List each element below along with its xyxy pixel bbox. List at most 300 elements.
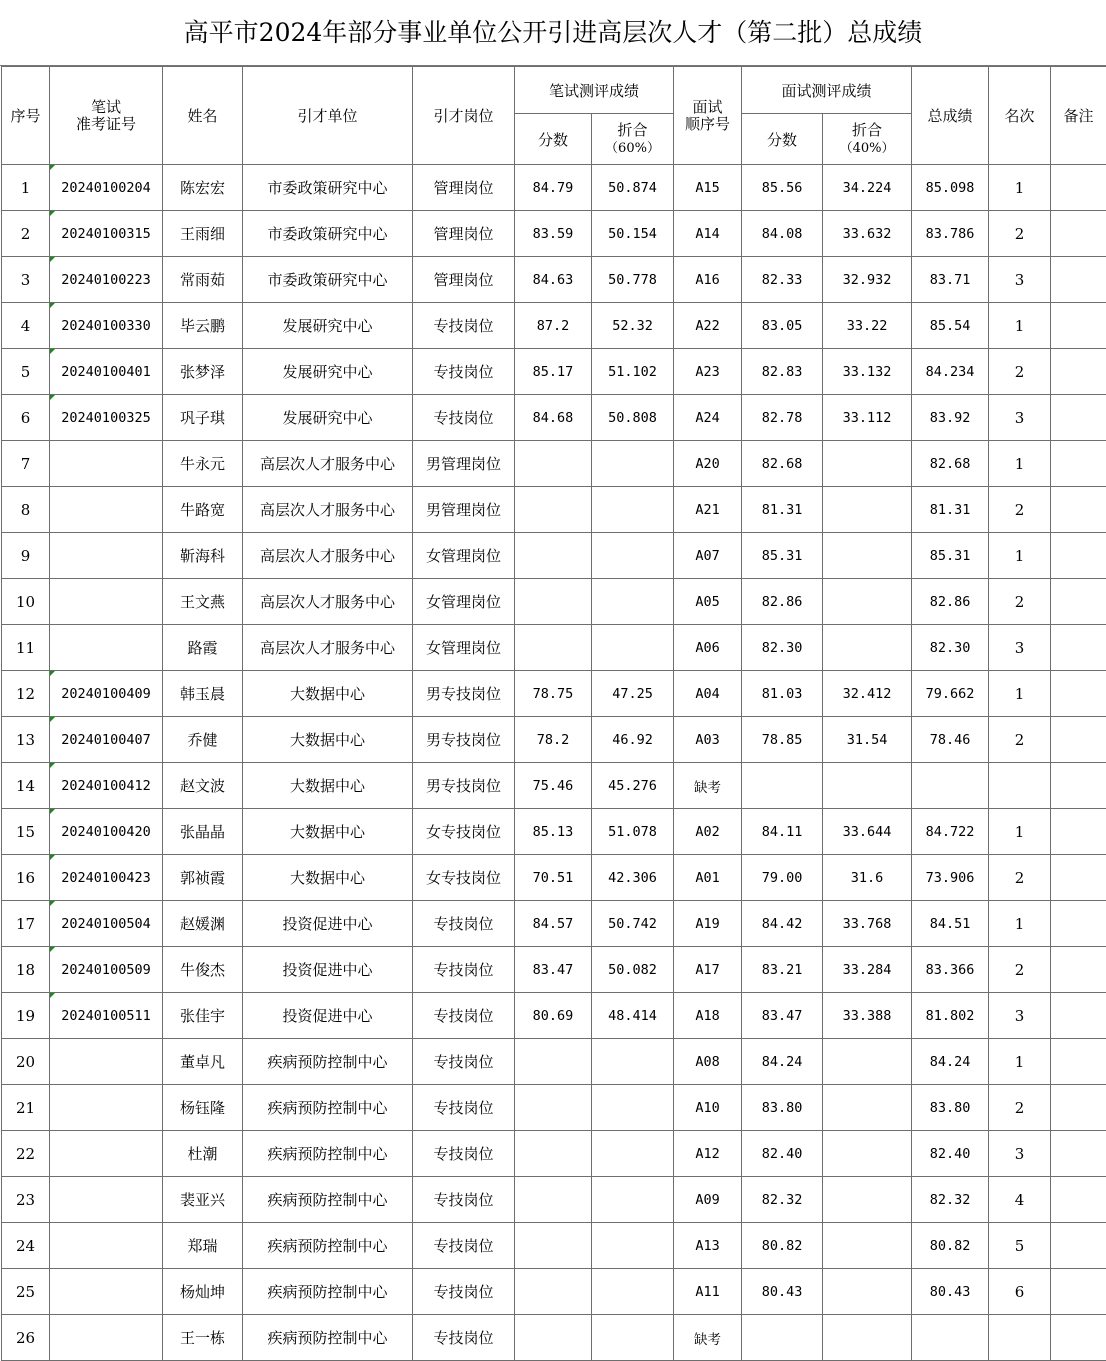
cell-written-conv <box>592 947 674 993</box>
cell-rank-text: 3 <box>1015 271 1025 289</box>
cell-interview-conv <box>823 809 912 855</box>
cell-name <box>163 395 243 441</box>
cell-unit <box>243 1315 413 1361</box>
cell-unit-text: 高层次人才服务中心 <box>260 501 395 519</box>
cell-unit-text: 疾病预防控制中心 <box>267 1099 387 1117</box>
cell-seq-text: 1 <box>21 179 31 197</box>
cell-total <box>912 211 989 257</box>
cell-seq <box>2 993 50 1039</box>
text-number-indicator-icon <box>50 303 55 308</box>
cell-total-text: 85.31 <box>930 548 971 564</box>
cell-written-conv-text: 42.306 <box>608 870 657 886</box>
cell-interview-score <box>742 211 823 257</box>
cell-exam-id <box>50 717 163 763</box>
cell-written-score-text: 83.47 <box>533 962 574 978</box>
header-written-score: 分数 <box>515 114 592 165</box>
cell-position <box>413 165 515 211</box>
table-row <box>2 901 1106 947</box>
header-interview-order <box>674 67 742 165</box>
cell-name-text: 裴亚兴 <box>180 1191 225 1209</box>
cell-name-text: 杜潮 <box>187 1145 217 1163</box>
cell-interview-score <box>742 1177 823 1223</box>
cell-rank <box>989 947 1051 993</box>
cell-name <box>163 533 243 579</box>
cell-written-score-text: 75.46 <box>533 778 574 794</box>
cell-position <box>413 1177 515 1223</box>
cell-note <box>1051 533 1106 579</box>
cell-note <box>1051 1131 1106 1177</box>
cell-exam-id <box>50 487 163 533</box>
table-row <box>2 257 1106 303</box>
cell-position <box>413 993 515 1039</box>
cell-position-text: 专技岗位 <box>433 363 493 381</box>
cell-note <box>1051 1039 1106 1085</box>
cell-interview-order <box>674 809 742 855</box>
cell-written-conv-text: 47.25 <box>612 686 653 702</box>
cell-interview-conv <box>823 855 912 901</box>
cell-written-score <box>515 1223 592 1269</box>
cell-written-score <box>515 947 592 993</box>
cell-exam-id-text: 20240100407 <box>61 732 150 748</box>
cell-seq <box>2 349 50 395</box>
cell-rank <box>989 165 1051 211</box>
table-row <box>2 993 1106 1039</box>
cell-written-conv <box>592 625 674 671</box>
cell-written-conv-text: 50.082 <box>608 962 657 978</box>
cell-rank-text: 1 <box>1015 685 1025 703</box>
cell-interview-score <box>742 579 823 625</box>
cell-seq-text: 23 <box>16 1191 35 1209</box>
cell-seq-text: 26 <box>16 1329 35 1347</box>
cell-unit-text: 疾病预防控制中心 <box>267 1329 387 1347</box>
cell-unit-text: 大数据中心 <box>290 823 365 841</box>
cell-exam-id-text: 20240100420 <box>61 824 150 840</box>
cell-written-score <box>515 1315 592 1361</box>
cell-rank <box>989 441 1051 487</box>
header-unit: 引才单位 <box>243 67 413 165</box>
cell-position-text: 专技岗位 <box>433 1237 493 1255</box>
cell-unit <box>243 165 413 211</box>
cell-written-conv <box>592 1131 674 1177</box>
cell-seq-text: 24 <box>16 1237 35 1255</box>
cell-seq-text: 13 <box>16 731 35 749</box>
cell-written-conv <box>592 211 674 257</box>
cell-position <box>413 1269 515 1315</box>
cell-exam-id <box>50 165 163 211</box>
cell-rank-text: 3 <box>1015 1007 1025 1025</box>
cell-seq <box>2 303 50 349</box>
cell-interview-score <box>742 717 823 763</box>
cell-position-text: 女专技岗位 <box>426 823 501 841</box>
table-body <box>2 165 1106 1361</box>
table-row <box>2 1315 1106 1361</box>
cell-name <box>163 487 243 533</box>
cell-interview-score-text: 79.00 <box>762 870 803 886</box>
cell-interview-score-text: 82.83 <box>762 364 803 380</box>
cell-rank <box>989 1131 1051 1177</box>
cell-seq <box>2 1223 50 1269</box>
cell-unit-text: 疾病预防控制中心 <box>267 1053 387 1071</box>
cell-name-text: 韩玉晨 <box>180 685 225 703</box>
cell-name <box>163 625 243 671</box>
cell-total <box>912 349 989 395</box>
cell-seq <box>2 579 50 625</box>
cell-written-score <box>515 165 592 211</box>
cell-interview-score <box>742 1085 823 1131</box>
cell-total <box>912 395 989 441</box>
table-row <box>2 671 1106 717</box>
cell-name <box>163 349 243 395</box>
cell-interview-order-text: A13 <box>695 1238 719 1254</box>
cell-name-text: 赵文波 <box>180 777 225 795</box>
cell-interview-order <box>674 1269 742 1315</box>
cell-name-text: 巩子琪 <box>180 409 225 427</box>
cell-interview-score <box>742 349 823 395</box>
cell-name <box>163 855 243 901</box>
cell-name-text: 常雨茹 <box>180 271 225 289</box>
cell-position <box>413 1085 515 1131</box>
cell-unit-text: 发展研究中心 <box>282 409 372 427</box>
cell-rank <box>989 625 1051 671</box>
cell-interview-conv <box>823 441 912 487</box>
cell-position <box>413 349 515 395</box>
cell-position-text: 专技岗位 <box>433 1099 493 1117</box>
cell-total-text: 80.43 <box>930 1284 971 1300</box>
cell-note <box>1051 579 1106 625</box>
cell-position-text: 女管理岗位 <box>426 593 501 611</box>
cell-interview-conv <box>823 257 912 303</box>
table-row <box>2 1223 1106 1269</box>
cell-interview-score-text: 82.40 <box>762 1146 803 1162</box>
cell-position-text: 专技岗位 <box>433 961 493 979</box>
cell-written-conv-text: 51.078 <box>608 824 657 840</box>
cell-seq <box>2 763 50 809</box>
cell-position-text: 专技岗位 <box>433 1007 493 1025</box>
header-exam-id-line1: 笔试 <box>91 98 121 116</box>
cell-written-conv-text: 50.742 <box>608 916 657 932</box>
cell-position <box>413 1223 515 1269</box>
cell-interview-score <box>742 1131 823 1177</box>
cell-seq <box>2 165 50 211</box>
cell-written-score <box>515 717 592 763</box>
cell-interview-order-text: A02 <box>695 824 719 840</box>
cell-unit <box>243 349 413 395</box>
cell-name <box>163 947 243 993</box>
cell-seq-text: 3 <box>21 271 31 289</box>
cell-rank <box>989 579 1051 625</box>
table-row <box>2 809 1106 855</box>
cell-note <box>1051 487 1106 533</box>
cell-unit <box>243 1269 413 1315</box>
cell-interview-score <box>742 855 823 901</box>
cell-position <box>413 257 515 303</box>
cell-interview-order <box>674 487 742 533</box>
cell-written-conv <box>592 1315 674 1361</box>
cell-seq <box>2 533 50 579</box>
cell-exam-id <box>50 1039 163 1085</box>
cell-seq-text: 21 <box>16 1099 35 1117</box>
cell-note <box>1051 1085 1106 1131</box>
cell-written-conv <box>592 533 674 579</box>
cell-unit-text: 疾病预防控制中心 <box>267 1283 387 1301</box>
cell-rank <box>989 809 1051 855</box>
cell-name <box>163 579 243 625</box>
cell-total <box>912 533 989 579</box>
text-number-indicator-icon <box>50 349 55 354</box>
cell-total <box>912 579 989 625</box>
cell-interview-order-text: A22 <box>695 318 719 334</box>
cell-written-score <box>515 579 592 625</box>
cell-total <box>912 1131 989 1177</box>
cell-interview-score-text: 82.32 <box>762 1192 803 1208</box>
cell-written-score-text: 85.17 <box>533 364 574 380</box>
cell-total-text: 81.802 <box>926 1008 975 1024</box>
text-number-indicator-icon <box>50 165 55 170</box>
cell-position-text: 男专技岗位 <box>426 777 501 795</box>
cell-total <box>912 947 989 993</box>
cell-interview-order <box>674 257 742 303</box>
cell-position-text: 男管理岗位 <box>426 455 501 473</box>
cell-position <box>413 855 515 901</box>
cell-seq <box>2 1269 50 1315</box>
cell-position <box>413 579 515 625</box>
cell-interview-conv <box>823 533 912 579</box>
cell-interview-conv <box>823 671 912 717</box>
cell-interview-score-text: 80.43 <box>762 1284 803 1300</box>
cell-unit <box>243 1039 413 1085</box>
cell-interview-conv-text: 33.388 <box>843 1008 892 1024</box>
cell-total-text: 73.906 <box>926 870 975 886</box>
cell-position <box>413 717 515 763</box>
cell-unit <box>243 395 413 441</box>
cell-exam-id <box>50 763 163 809</box>
cell-interview-order-text: A11 <box>695 1284 719 1300</box>
cell-unit <box>243 855 413 901</box>
cell-seq <box>2 717 50 763</box>
cell-seq <box>2 441 50 487</box>
cell-unit-text: 高层次人才服务中心 <box>260 455 395 473</box>
cell-interview-score <box>742 1315 823 1361</box>
header-written-conv-line2: （60%） <box>605 141 660 156</box>
cell-unit-text: 投资促进中心 <box>282 961 372 979</box>
cell-total-text: 82.68 <box>930 456 971 472</box>
cell-written-score <box>515 533 592 579</box>
cell-interview-score <box>742 671 823 717</box>
cell-written-conv <box>592 671 674 717</box>
cell-interview-order <box>674 165 742 211</box>
cell-interview-score-text: 83.21 <box>762 962 803 978</box>
cell-interview-order-text: A24 <box>695 410 719 426</box>
cell-written-conv-text: 46.92 <box>612 732 653 748</box>
cell-interview-conv <box>823 993 912 1039</box>
cell-interview-score <box>742 625 823 671</box>
cell-seq <box>2 1177 50 1223</box>
cell-name <box>163 809 243 855</box>
cell-rank-text: 4 <box>1015 1191 1025 1209</box>
table-row <box>2 763 1106 809</box>
cell-exam-id <box>50 809 163 855</box>
cell-total <box>912 1223 989 1269</box>
cell-rank-text: 3 <box>1015 409 1025 427</box>
cell-interview-score-text: 82.86 <box>762 594 803 610</box>
cell-total-text: 84.51 <box>930 916 971 932</box>
cell-position-text: 女专技岗位 <box>426 869 501 887</box>
table-row <box>2 1039 1106 1085</box>
cell-written-score-text: 70.51 <box>533 870 574 886</box>
cell-written-score <box>515 1039 592 1085</box>
cell-interview-order-text: A15 <box>695 180 719 196</box>
cell-seq <box>2 809 50 855</box>
cell-note <box>1051 1177 1106 1223</box>
cell-written-conv <box>592 1039 674 1085</box>
cell-written-conv <box>592 579 674 625</box>
cell-total-text: 84.722 <box>926 824 975 840</box>
cell-rank-text: 2 <box>1015 869 1025 887</box>
cell-interview-order <box>674 579 742 625</box>
cell-rank-text: 1 <box>1015 547 1025 565</box>
cell-written-score-text: 84.63 <box>533 272 574 288</box>
cell-note <box>1051 1223 1106 1269</box>
cell-position <box>413 625 515 671</box>
cell-unit-text: 投资促进中心 <box>282 915 372 933</box>
cell-position-text: 专技岗位 <box>433 1283 493 1301</box>
cell-unit <box>243 993 413 1039</box>
cell-rank <box>989 1177 1051 1223</box>
cell-rank <box>989 671 1051 717</box>
cell-written-score <box>515 303 592 349</box>
cell-written-score-text: 80.69 <box>533 1008 574 1024</box>
cell-unit <box>243 441 413 487</box>
cell-note <box>1051 901 1106 947</box>
cell-exam-id-text: 20240100330 <box>61 318 150 334</box>
cell-written-score <box>515 349 592 395</box>
cell-interview-conv <box>823 395 912 441</box>
cell-interview-conv <box>823 1039 912 1085</box>
cell-position-text: 专技岗位 <box>433 1329 493 1347</box>
cell-rank-text: 3 <box>1015 639 1025 657</box>
cell-unit <box>243 763 413 809</box>
cell-exam-id-text: 20240100401 <box>61 364 150 380</box>
cell-interview-score <box>742 901 823 947</box>
cell-unit-text: 市委政策研究中心 <box>267 225 387 243</box>
cell-position <box>413 671 515 717</box>
cell-written-score <box>515 671 592 717</box>
cell-exam-id <box>50 1177 163 1223</box>
cell-written-conv-text: 50.874 <box>608 180 657 196</box>
cell-exam-id <box>50 901 163 947</box>
cell-seq-text: 19 <box>16 1007 35 1025</box>
cell-interview-score <box>742 1269 823 1315</box>
cell-note <box>1051 763 1106 809</box>
cell-rank-text: 2 <box>1015 961 1025 979</box>
cell-interview-order-text: A20 <box>695 456 719 472</box>
cell-interview-score-text: 83.80 <box>762 1100 803 1116</box>
cell-name <box>163 1085 243 1131</box>
cell-written-conv <box>592 165 674 211</box>
cell-total <box>912 487 989 533</box>
cell-interview-conv-text: 33.768 <box>843 916 892 932</box>
cell-seq-text: 22 <box>16 1145 35 1163</box>
cell-seq <box>2 855 50 901</box>
cell-note <box>1051 349 1106 395</box>
cell-rank <box>989 487 1051 533</box>
cell-seq-text: 6 <box>21 409 31 427</box>
cell-written-conv-text: 50.154 <box>608 226 657 242</box>
cell-rank <box>989 349 1051 395</box>
cell-name-text: 王文燕 <box>180 593 225 611</box>
cell-unit <box>243 303 413 349</box>
cell-name-text: 路霞 <box>187 639 217 657</box>
cell-written-score <box>515 1177 592 1223</box>
cell-position-text: 专技岗位 <box>433 1145 493 1163</box>
cell-written-conv <box>592 441 674 487</box>
cell-interview-order-text: A08 <box>695 1054 719 1070</box>
cell-unit <box>243 947 413 993</box>
cell-position <box>413 441 515 487</box>
cell-seq-text: 18 <box>16 961 35 979</box>
header-exam-id <box>50 67 163 165</box>
cell-position <box>413 487 515 533</box>
cell-seq-text: 17 <box>16 915 35 933</box>
cell-total-text: 82.32 <box>930 1192 971 1208</box>
table-row <box>2 855 1106 901</box>
score-table <box>1 66 1106 1361</box>
cell-seq <box>2 487 50 533</box>
cell-written-score-text: 84.57 <box>533 916 574 932</box>
cell-rank <box>989 1315 1051 1361</box>
cell-unit-text: 大数据中心 <box>290 731 365 749</box>
cell-written-score <box>515 1131 592 1177</box>
cell-interview-score <box>742 809 823 855</box>
cell-position <box>413 809 515 855</box>
cell-interview-order <box>674 901 742 947</box>
cell-seq-text: 7 <box>21 455 31 473</box>
cell-name-text: 王一栋 <box>180 1329 225 1347</box>
cell-seq <box>2 1315 50 1361</box>
cell-unit-text: 投资促进中心 <box>282 1007 372 1025</box>
cell-unit <box>243 487 413 533</box>
cell-unit-text: 市委政策研究中心 <box>267 179 387 197</box>
cell-total <box>912 901 989 947</box>
cell-interview-order <box>674 1039 742 1085</box>
text-number-indicator-icon <box>50 717 55 722</box>
cell-written-score <box>515 625 592 671</box>
cell-exam-id-text: 20240100412 <box>61 778 150 794</box>
cell-name-text: 张佳宇 <box>180 1007 225 1025</box>
cell-seq <box>2 901 50 947</box>
cell-total <box>912 1085 989 1131</box>
cell-note <box>1051 395 1106 441</box>
cell-exam-id-text: 20240100325 <box>61 410 150 426</box>
cell-written-conv <box>592 809 674 855</box>
header-interview-order-line2: 顺序号 <box>685 115 730 133</box>
cell-unit-text: 高层次人才服务中心 <box>260 639 395 657</box>
cell-interview-score <box>742 993 823 1039</box>
cell-total-text: 83.366 <box>926 962 975 978</box>
cell-exam-id <box>50 395 163 441</box>
cell-name-text: 牛永元 <box>180 455 225 473</box>
cell-written-score <box>515 763 592 809</box>
cell-total-text: 82.30 <box>930 640 971 656</box>
cell-total <box>912 809 989 855</box>
cell-note <box>1051 855 1106 901</box>
header-rank: 名次 <box>989 67 1051 165</box>
cell-written-score <box>515 1269 592 1315</box>
cell-position <box>413 1131 515 1177</box>
cell-interview-conv-text: 33.284 <box>843 962 892 978</box>
cell-rank <box>989 1085 1051 1131</box>
cell-interview-order <box>674 671 742 717</box>
